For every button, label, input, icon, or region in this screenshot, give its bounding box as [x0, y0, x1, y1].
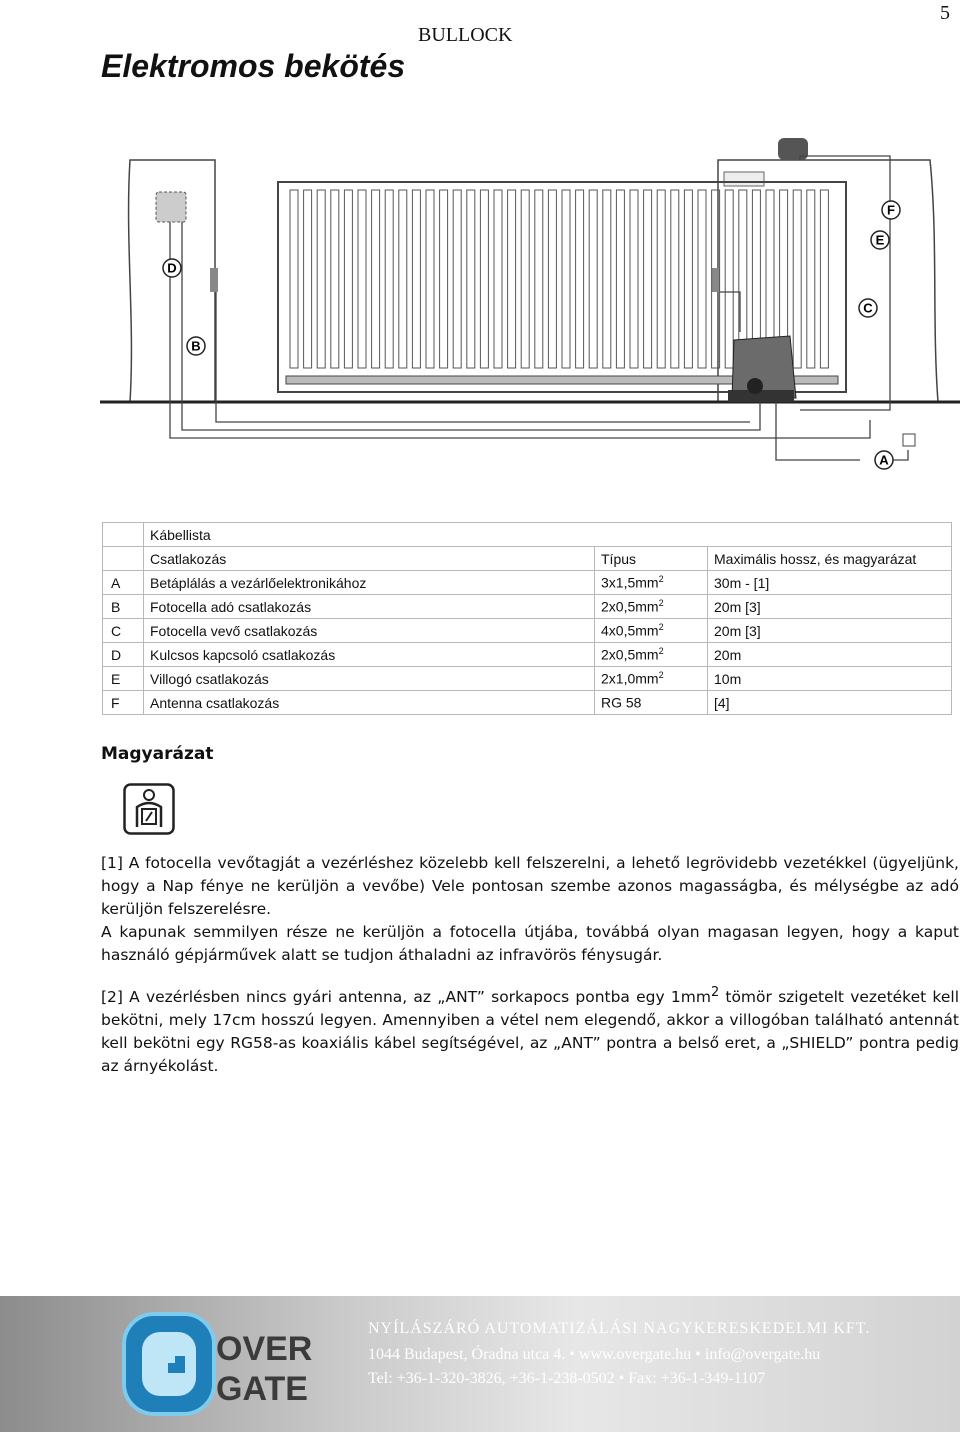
gate-bar [684, 190, 692, 368]
key-switch [156, 192, 186, 222]
gate-bar [793, 190, 801, 368]
table-header-row [103, 547, 952, 571]
diagram-label-e: E [875, 232, 885, 248]
table-row [103, 619, 952, 643]
company-name: NYÍLÁSZÁRÓ AUTOMATIZÁLÁSI NAGYKERESKEDELMI KFT. [368, 1320, 871, 1337]
table-row [103, 571, 952, 595]
table-row [103, 643, 952, 667]
row-connection: Kulcsos kapcsoló csatlakozás [144, 643, 595, 667]
row-connection: Fotocella vevő csatlakozás [144, 619, 595, 643]
gate-bar [548, 190, 556, 368]
row-type: RG 58 [595, 691, 708, 715]
gate-bar [480, 190, 488, 368]
diagram-label-a: A [879, 452, 889, 468]
row-connection: Betáplálás a vezárlőelektronikához [144, 571, 595, 595]
gate-bar [331, 190, 339, 368]
page-title: Elektromos bekötés [101, 48, 406, 84]
header-brand: BULLOCK [418, 24, 513, 46]
row-max-length: 20m [3] [708, 619, 952, 643]
row-type: $4x0,5mm^2$ [595, 619, 708, 643]
gate-bar [671, 190, 679, 368]
gate-bar [576, 190, 584, 368]
row-max-length: 10m [708, 667, 952, 691]
diagram-label-b: B [191, 338, 201, 354]
row-type: $2x0,5mm^2$ [595, 595, 708, 619]
cable-list-table [102, 522, 952, 715]
gate-bar [304, 190, 312, 368]
table-row [103, 667, 952, 691]
table-row [103, 595, 952, 619]
gate-bar [358, 190, 366, 368]
gate-bar [399, 190, 407, 368]
logo-text-over: OVER [216, 1330, 313, 1368]
diagram-label-f: F [887, 202, 895, 218]
gate-bar [344, 190, 352, 368]
row-code: C [103, 619, 144, 643]
gate-wiring-diagram [100, 120, 960, 480]
gate-bar [644, 190, 652, 368]
company-contact: Tel: +36-1-320-3826, +36-1-238-0502 • Fax: +36-1-349-1107 [368, 1370, 766, 1387]
flashing-light [778, 138, 808, 160]
photocell-transmitter [210, 268, 218, 292]
row-code: E [103, 667, 144, 691]
logo-text-gate: GATE [216, 1370, 308, 1408]
gate-bar [412, 190, 420, 368]
gate-bar [521, 190, 529, 368]
gate-bar [820, 190, 828, 368]
footer [0, 1296, 960, 1432]
overgate-logo [118, 1308, 328, 1423]
row-max-length: [4] [708, 691, 952, 715]
row-connection: Fotocella adó csatlakozás [144, 595, 595, 619]
note-2: [2] A vezérlésben nincs gyári antenna, az „ANT” sorkapocs pontba egy $1mm^2$ tömör szigetelt vezetéket kell bekötni, mely 17cm hosszú legyen. Amennyiben a vétel nem elegendő, akkor a villogóban található antennát kell bekötni egy RG58-as koaxiális kábel segítségével, az „ANT” pontra a belső eret, a „SHIELD” pontra pedig az árnyékolást. [101, 985, 959, 1076]
company-address: 1044 Budapest, Óradna utca 4. • www.overgate.hu • info@overgate.hu [368, 1346, 821, 1363]
gate-bar [372, 190, 380, 368]
section-heading: Magyarázat [101, 744, 214, 764]
page-number: 5 [940, 2, 950, 24]
gate-bar [657, 190, 665, 368]
gate-bar [725, 190, 733, 368]
electrician-icon [123, 783, 175, 835]
gate-bar [317, 190, 325, 368]
row-max-length: 20m [708, 643, 952, 667]
gate-bar [385, 190, 393, 368]
main-power-box [903, 434, 915, 446]
diagram-label-d: D [167, 260, 177, 276]
table-caption-row [103, 523, 952, 547]
row-code: B [103, 595, 144, 619]
row-code: F [103, 691, 144, 715]
header-max-length: Maximális hossz, és magyarázat [708, 547, 952, 571]
row-type: $2x0,5mm^2$ [595, 643, 708, 667]
gate-bar [562, 190, 570, 368]
header-type: Típus [595, 547, 708, 571]
photocell-receiver [712, 268, 720, 292]
gate-bar [535, 190, 543, 368]
header-connection: Csatlakozás [144, 547, 595, 571]
gate-bar [290, 190, 298, 368]
gate-bar [807, 190, 815, 368]
diagram-label-c: C [863, 300, 873, 316]
table-caption: Kábellista [144, 523, 952, 547]
row-max-length: 30m - [1] [708, 571, 952, 595]
note-1b: A kapunak semmilyen része ne kerüljön a fotocella útjába, továbbá olyan magasan legyen, hogy a kaput használó gépjárművek alatt se tudjon áthaladni az infravörös fénysugár. [101, 923, 959, 964]
row-code: A [103, 571, 144, 595]
notes [101, 852, 959, 1078]
table-row [103, 691, 952, 715]
row-connection: Antenna csatlakozás [144, 691, 595, 715]
gate-bar [426, 190, 434, 368]
row-code: D [103, 643, 144, 667]
row-type: $3x1,5mm^2$ [595, 571, 708, 595]
gate-bar [467, 190, 475, 368]
gate-bar [453, 190, 461, 368]
gate-bar [589, 190, 597, 368]
note-1: [1] A fotocella vevőtagját a vezérléshez közelebb kell felszerelni, a lehető legrövidebb vezetékkel (ügyeljünk, hogy a Nap fénye ne kerüljön a vevőbe) Vele pontosan szembe azonos magasságba, és mélységbe az adó kerüljön felszerelésre. [101, 854, 959, 918]
gate-bar [616, 190, 624, 368]
gate-bar [494, 190, 502, 368]
gate-bar [698, 190, 706, 368]
row-type: $2x1,0mm^2$ [595, 667, 708, 691]
gate-bar [603, 190, 611, 368]
row-connection: Villogó csatlakozás [144, 667, 595, 691]
row-max-length: 20m [3] [708, 595, 952, 619]
gate-bar [630, 190, 638, 368]
gate-bar [440, 190, 448, 368]
gate-bar [508, 190, 516, 368]
gate-motor [728, 336, 796, 402]
